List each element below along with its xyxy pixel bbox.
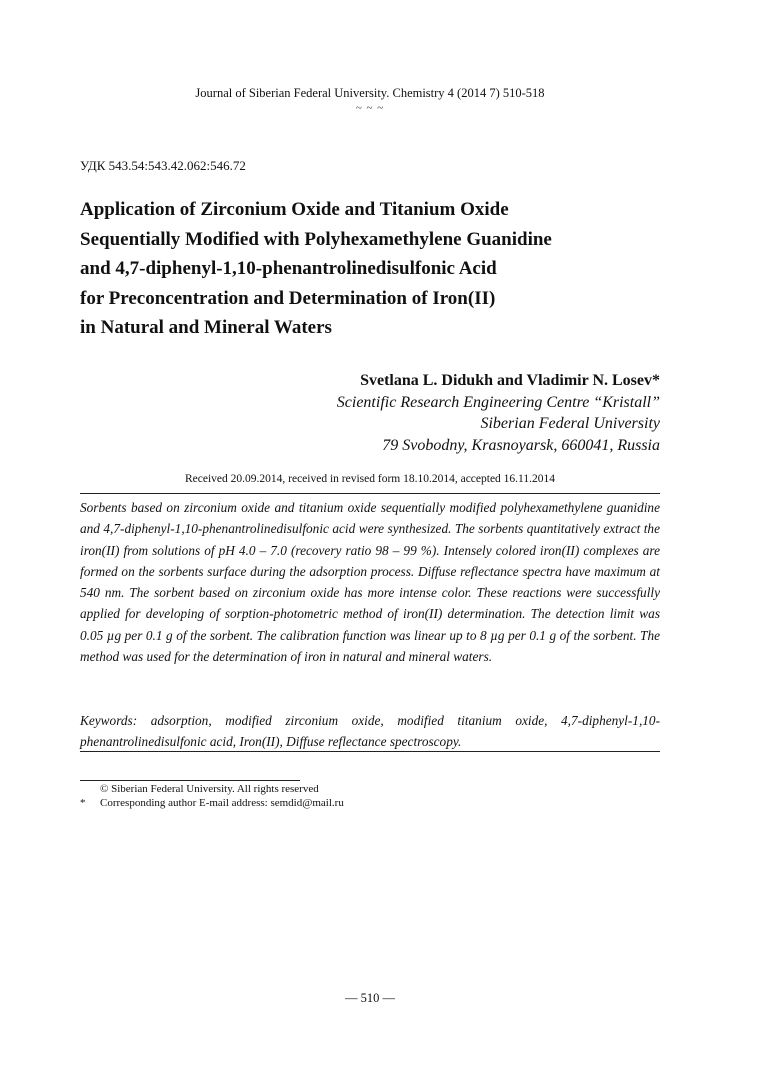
title-line: Sequentially Modified with Polyhexamethylene Guanidine (80, 228, 552, 250)
udk-code: УДК 543.54:543.42.062:546.72 (80, 158, 246, 173)
footnote-text: © Siberian Federal University. All rights reserved (100, 783, 319, 795)
footnote-rule (80, 780, 300, 781)
affiliation-line: Scientific Research Engineering Centre “Kristall” (336, 393, 660, 411)
author-names: Svetlana L. Didukh and Vladimir N. Losev* (360, 372, 660, 389)
abstract-text: Sorbents based on zirconium oxide and titanium oxide sequentially modified polyhexamethylene guanidine and 4,7-diphenyl-1,10-phenantrolinedisulfonic acid were synthesized. The sorbents quantitatively extract the iron(II) from solutions of pH 4.0 – 7.0 (recovery ratio 98 – 99 %). Intensely colored iron(II) complexes are formed on the sorbents surface during the adsorption process. Diffuse reflectance spectra have maximum at 540 nm. The sorbent based on zirconium oxide has more intense color. These reactions were successfully applied for developing of sorption-photometric method of iron(II) determination. The detection limit was 0.05 µg per 0.1 g of the sorbent. The calibration function was linear up to 8 µg per 0.1 g of the sorbent. The method was used for the determination of iron in natural and mineral waters. (80, 500, 660, 665)
title-line: and 4,7-diphenyl-1,10-phenantrolinedisulfonic Acid (80, 258, 497, 279)
abstract-top-rule (80, 493, 660, 494)
affiliation-line: 79 Svobodny, Krasnoyarsk, 660041, Russia (382, 436, 660, 454)
footnote-mark: * (80, 797, 86, 809)
footnote-copyright (80, 783, 319, 795)
footnote-corresponding (80, 797, 344, 809)
title-line: in Natural and Mineral Waters (80, 317, 332, 338)
keywords-text: Keywords: adsorption, modified zirconium oxide, modified titanium oxide, 4,7-diphenyl-1,10-phenantrolinedisulfonic acid, Iron(II), Diffuse reflectance spectroscopy. (80, 713, 660, 750)
header-ornament: ~ ~ ~ (355, 102, 385, 114)
author-block (337, 370, 660, 456)
received-dates: Received 20.09.2014, received in revised form 18.10.2014, accepted 16.11.2014 (184, 473, 556, 485)
abstract-bottom-rule (80, 751, 660, 752)
footnote-text: Corresponding author E-mail address: semdid@mail.ru (100, 797, 344, 809)
page-number: — 510 — (345, 991, 395, 1005)
title-line: Application of Zirconium Oxide and Titanium Oxide (80, 199, 509, 220)
title-line: for Preconcentration and Determination of Iron(II) (80, 287, 496, 309)
affiliation-line: Siberian Federal University (480, 415, 660, 432)
journal-header: Journal of Siberian Federal University. Chemistry 4 (2014 7) 510-518 (195, 86, 545, 100)
paper-title (80, 195, 680, 343)
